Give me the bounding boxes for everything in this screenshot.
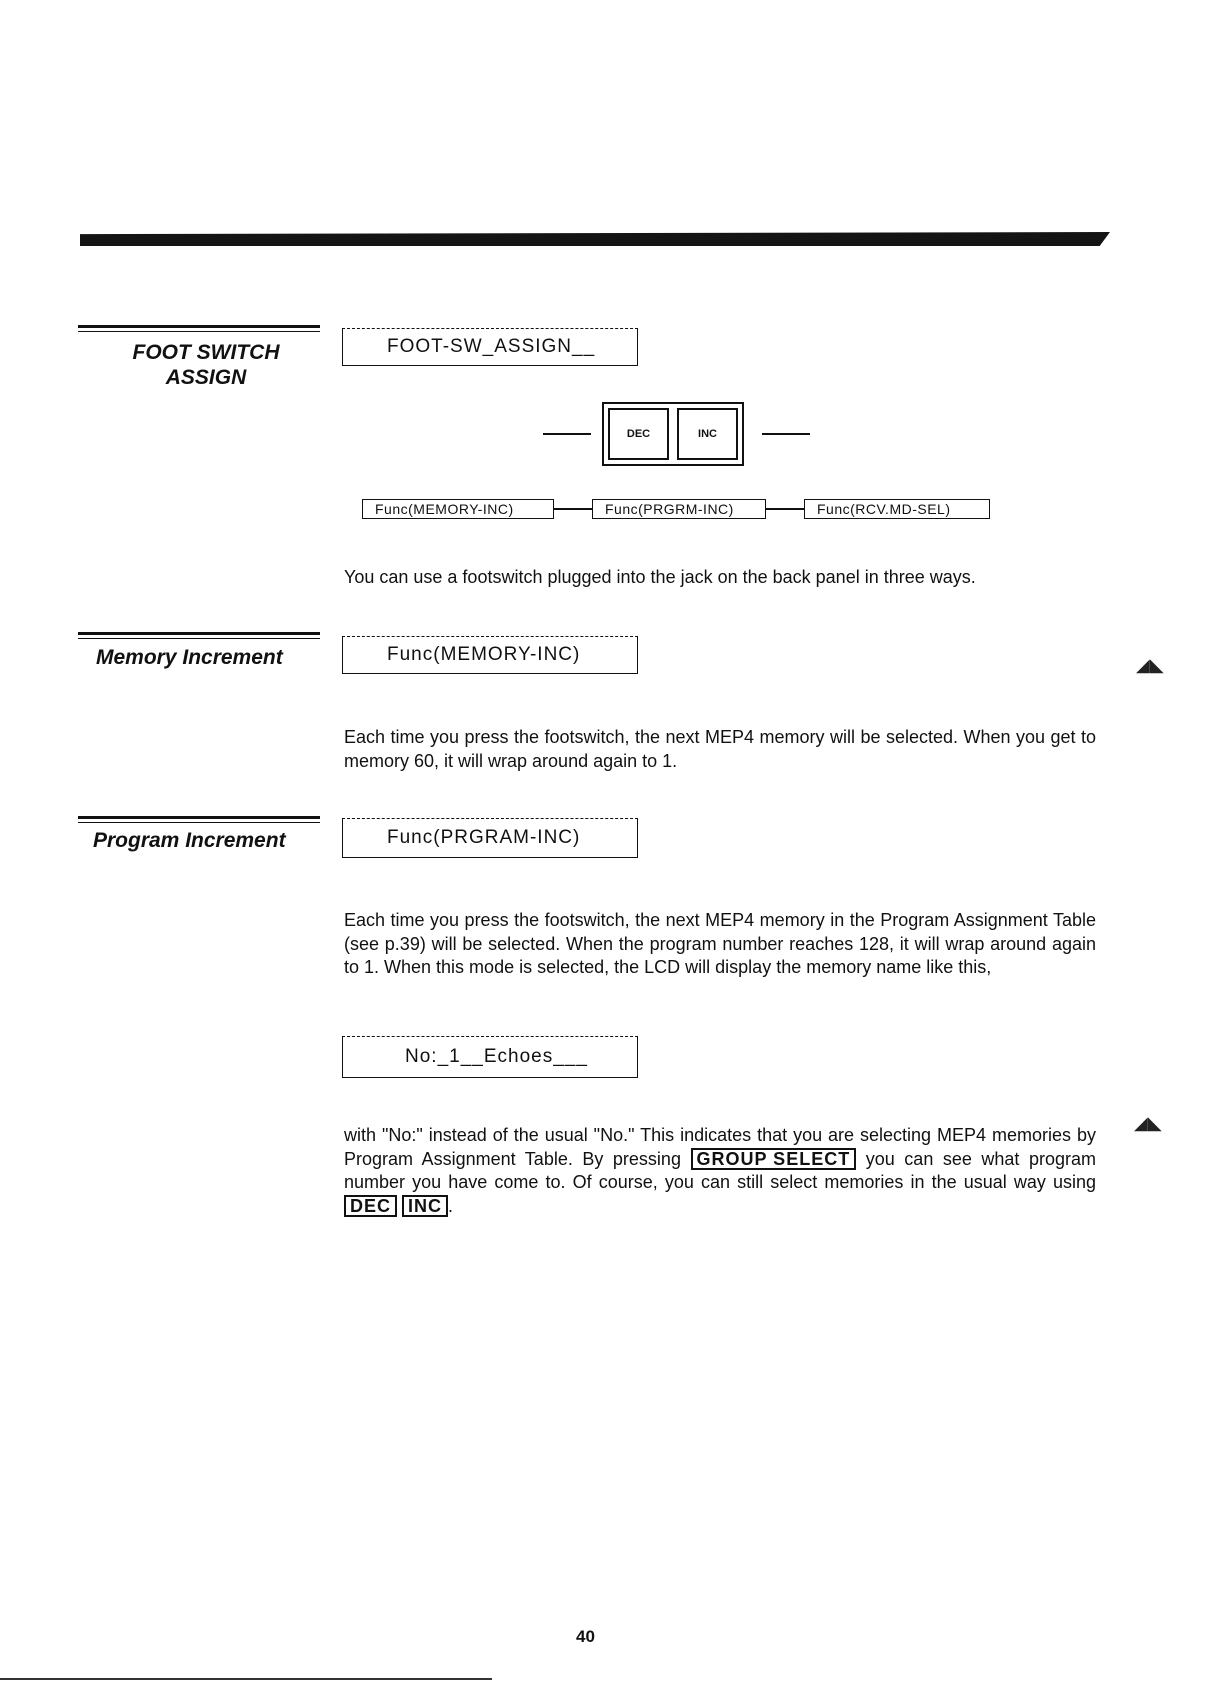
bottom-line xyxy=(0,1678,492,1680)
memory-increment-text: Each time you press the footswitch, the next MEP4 memory will be selected. When you get to memory 60, it will wrap around again to 1. xyxy=(344,727,1096,771)
lcd-memory-inc: Func(MEMORY-INC) xyxy=(342,636,638,674)
arrow-left-line xyxy=(543,433,591,435)
heading-foot-switch-assign xyxy=(121,340,291,390)
section-rule-program xyxy=(78,816,320,823)
note-part-2: you can see what program number you have come to. Of course, you can still select memories in the usual way using xyxy=(344,1148,1096,1192)
lcd-foot-sw-assign: FOOT-SW_ASSIGN__ xyxy=(342,328,638,366)
section-rule-foot-switch xyxy=(78,325,320,332)
scan-mark-2: ◢◣ xyxy=(1134,1113,1162,1133)
inc-keycap: INC xyxy=(402,1195,448,1217)
note-part-1: with "No:" instead of the usual "No." This indicates that you are selecting MEP4 memories by Program Assignment Table. By pressing xyxy=(344,1125,1096,1169)
inc-key: INC xyxy=(677,408,738,460)
mode-prgrm-inc: Func(PRGRM-INC) xyxy=(592,499,766,519)
dec-keycap: DEC xyxy=(344,1195,397,1217)
heading-line-1: FOOT SWITCH xyxy=(132,341,280,364)
dec-inc-keys xyxy=(602,402,744,466)
top-divider-bar xyxy=(80,232,1110,246)
program-increment-text: Each time you press the footswitch, the next MEP4 memory in the Program Assignment Table (see p.39) will be selected. When the program number reaches 128, it will wrap around again to 1. When this mode is selected, the LCD will display the memory name like this, xyxy=(344,910,1096,977)
mode-rcv-md-sel: Func(RCV.MD-SEL) xyxy=(804,499,990,519)
lcd-memory-name-example: No:_1__Echoes___ xyxy=(342,1036,638,1078)
group-select-key: GROUP SELECT xyxy=(691,1148,857,1170)
program-increment-note xyxy=(344,1124,1096,1218)
heading-program-increment: Program Increment xyxy=(93,829,286,852)
intro-text: You can use a footswitch plugged into the jack on the back panel in three ways. xyxy=(344,567,976,587)
note-end: . xyxy=(448,1195,454,1216)
mode-arrow-2 xyxy=(766,508,804,510)
mode-memory-inc: Func(MEMORY-INC) xyxy=(362,499,554,519)
section-rule-memory xyxy=(78,632,320,639)
heading-memory-increment: Memory Increment xyxy=(96,646,283,669)
dec-key: DEC xyxy=(608,408,669,460)
scan-mark-1: ◢◣ xyxy=(1136,655,1164,675)
mode-arrow-1 xyxy=(554,508,592,510)
lcd-prgram-inc: Func(PRGRAM-INC) xyxy=(342,818,638,858)
heading-line-2: ASSIGN xyxy=(165,366,247,389)
arrow-right-line xyxy=(762,433,810,435)
page-number: 40 xyxy=(576,1627,595,1646)
